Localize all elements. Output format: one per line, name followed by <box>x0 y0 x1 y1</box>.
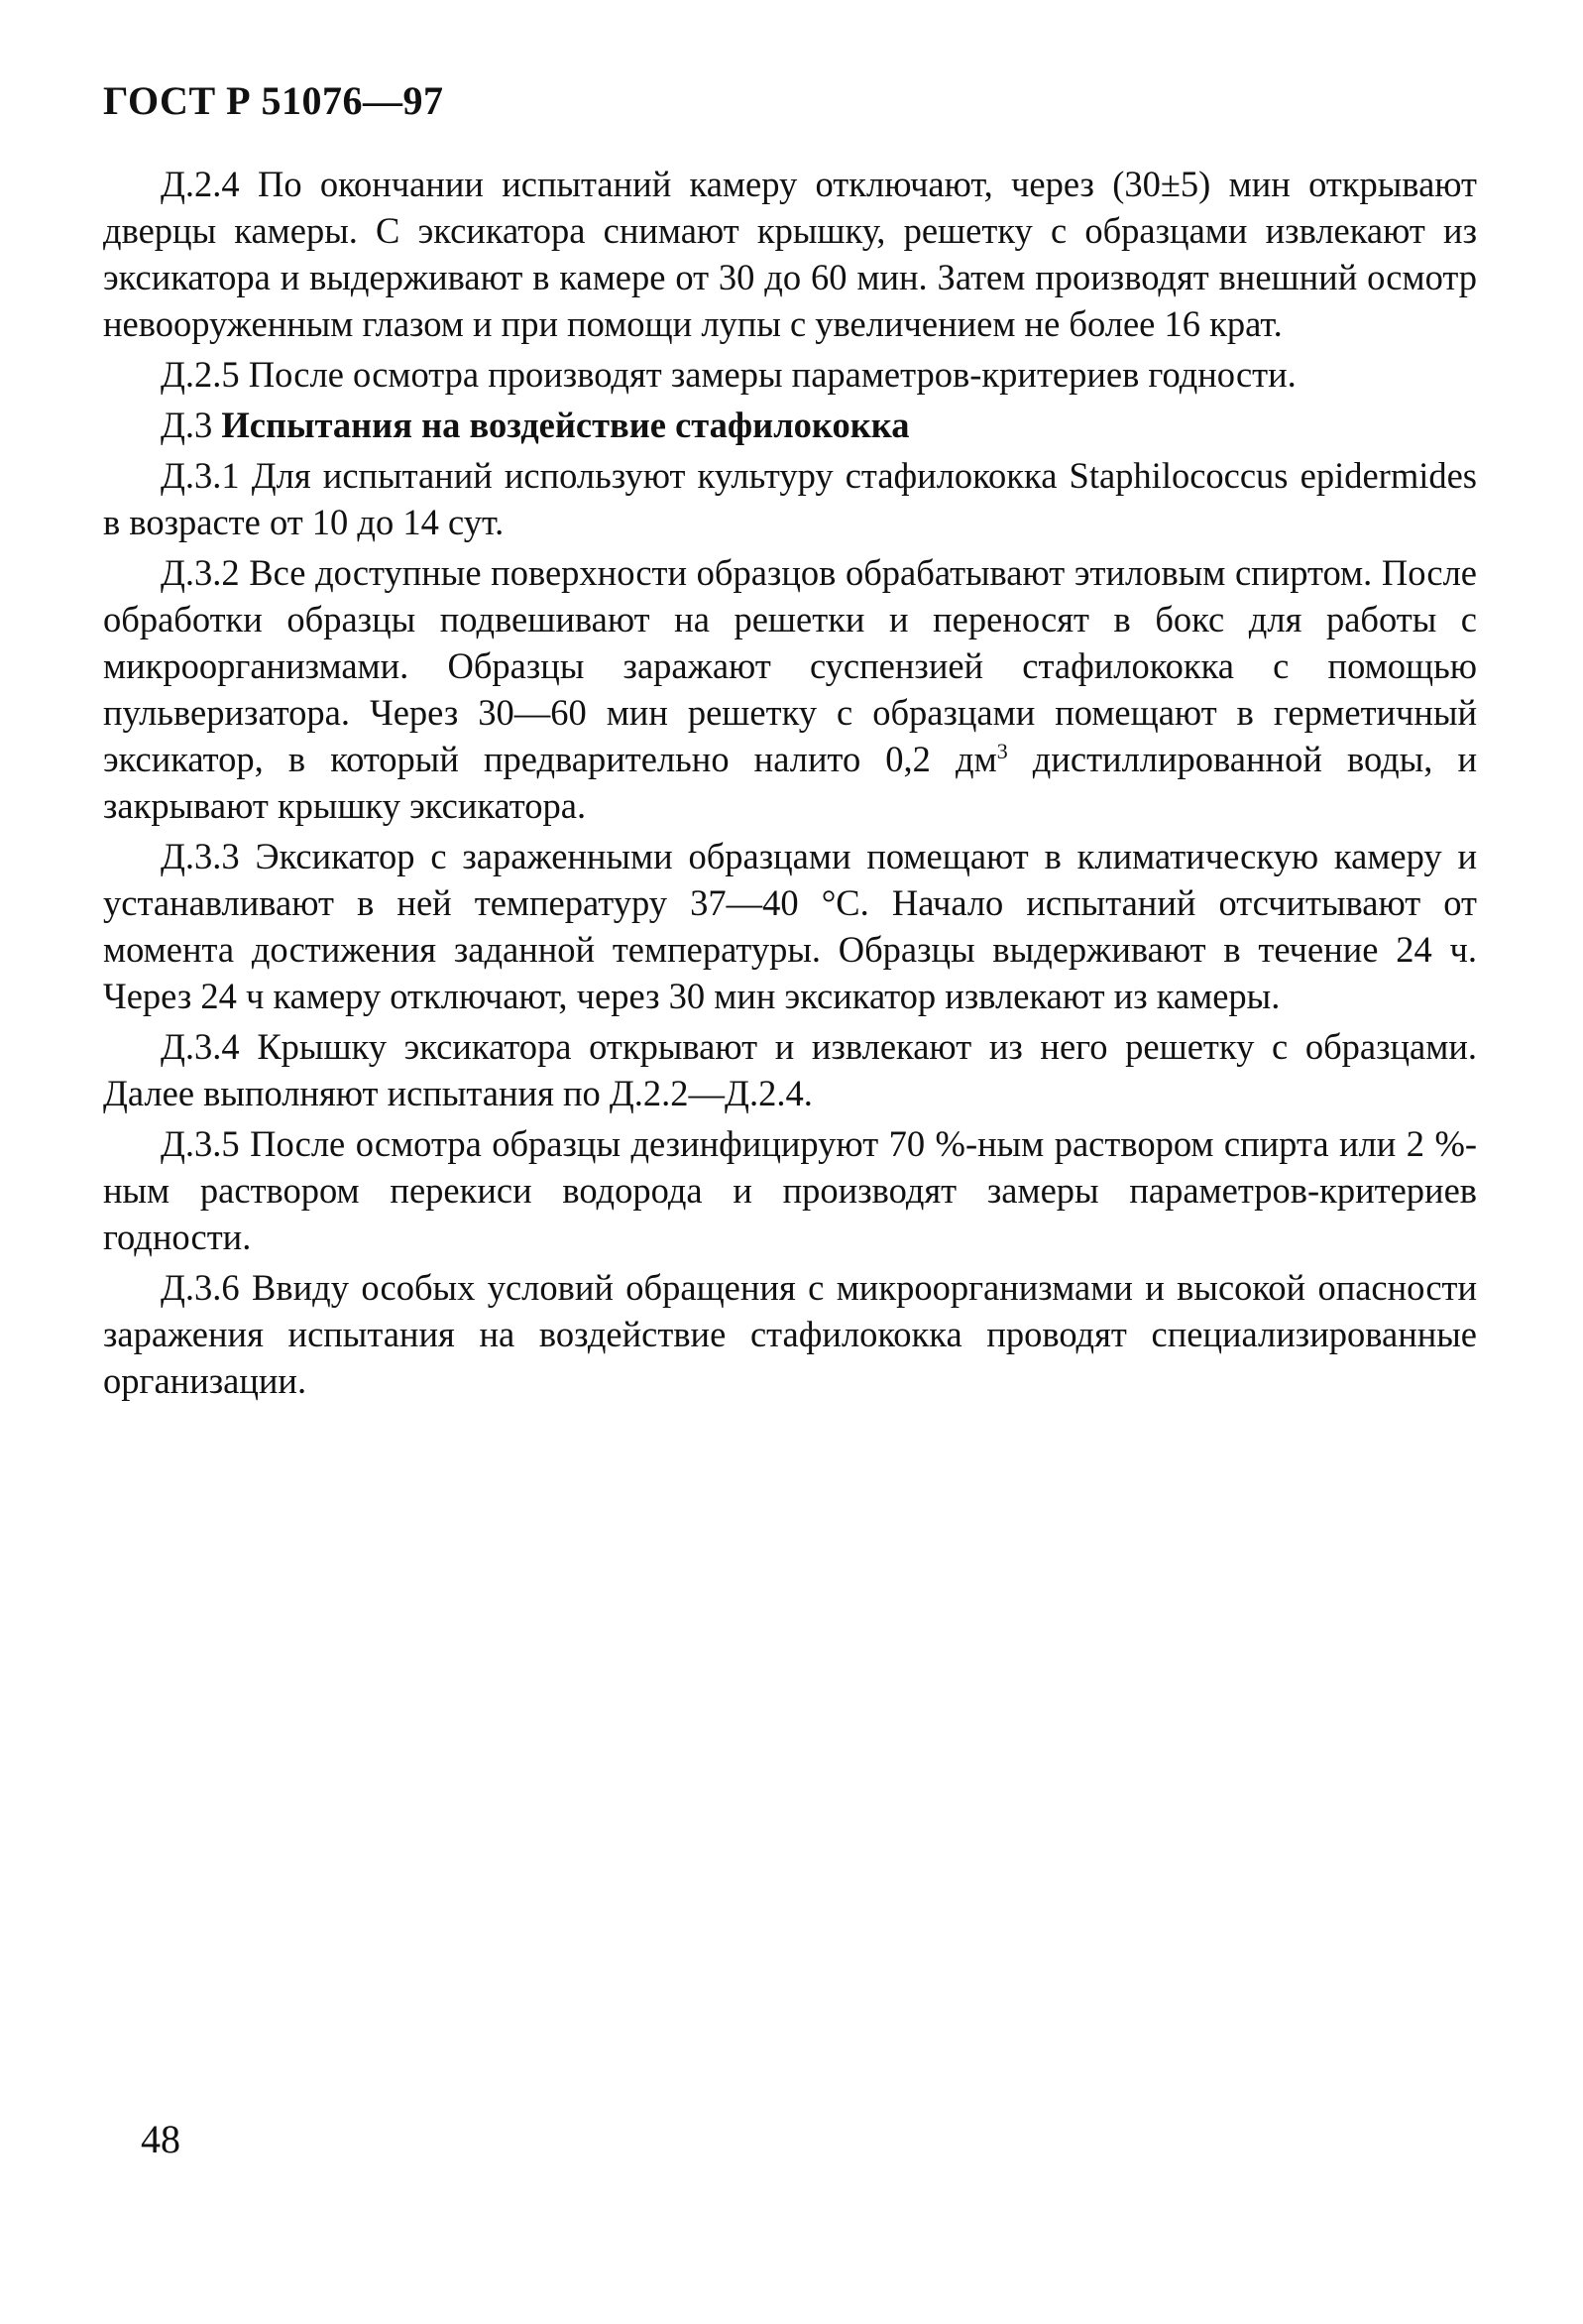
clause-text: Эксикатор с зараженными образцами помещают в климатическую камеру и устанавливают в ней температуру 37—40 °С. Начало испытаний отсчитывают от момента достижения заданной температуры. Образцы выдерживают в течение 24 ч. Через 24 ч камеру отключают, через 30 мин эксикатор извлекают из камеры. <box>103 836 1477 1016</box>
paragraph-d-3-4 <box>103 1023 1477 1116</box>
paragraph-d-3-3 <box>103 833 1477 1019</box>
clause-text: Крышку эксикатора открывают и извлекают из него решетку с образцами. Далее выполняют испытания по Д.2.2—Д.2.4. <box>103 1026 1478 1113</box>
document-header <box>103 77 444 124</box>
clause-text: Для испытаний используют культуру стафилококка Staphilococcus epidermides в возрасте от 10 до 14 сут. <box>103 455 1478 542</box>
paragraph-d-2-5 <box>103 351 1477 398</box>
clause-text: После осмотра образцы дезинфицируют 70 %-ным раствором спирта или 2 %-ным раствором перекиси водорода и производят замеры параметров-критериев годности. <box>103 1123 1478 1257</box>
clause-number: Д.3.1 <box>161 455 240 496</box>
clause-number: Д.3.4 <box>161 1026 240 1067</box>
standard-designation: ГОСТ Р 51076—97 <box>103 78 444 123</box>
clause-text-continued: дистиллированной воды, и закрывают крышку эксикатора. <box>103 739 1477 826</box>
paragraph-d-3-2 <box>103 549 1477 829</box>
paragraph-d-3-5 <box>103 1120 1477 1260</box>
clause-number: Д.3.5 <box>161 1123 240 1164</box>
clause-text: Все доступные поверхности образцов обрабатывают этиловым спиртом. После обработки образцы подвешивают на решетки и переносят в бокс для работы с микроорганизмами. Образцы заражают суспензией стафилококка с помощью пульверизатора. Через 30—60 мин решетку с образцами помещают в герметичный эксикатор, в который предварительно налито 0,2 дм <box>103 552 1477 779</box>
clause-text: Ввиду особых условий обращения с микроорганизмами и высокой опасности заражения испытания на воздействие стафилококка проводят специализированные организации. <box>103 1267 1477 1401</box>
clause-number: Д.3.2 <box>161 552 240 593</box>
clause-text: По окончании испытаний камеру отключают, через (30±5) мин открывают дверцы камеры. С эксикатора снимают крышку, решетку с образцами извлекают из эксикатора и выдерживают в камере от 30 до 60 мин. Затем производят внешний осмотр невооруженным глазом и при помощи лупы с увеличением не более 16 крат. <box>103 164 1478 344</box>
clause-number: Д.3.3 <box>161 836 240 876</box>
clause-number: Д.2.4 <box>161 164 240 204</box>
section-number: Д.3 <box>161 405 213 445</box>
section-heading-d-3 <box>103 402 1477 448</box>
clause-number: Д.3.6 <box>161 1267 240 1308</box>
section-title: Испытания на воздействие стафилококка <box>221 405 910 445</box>
paragraph-d-2-4 <box>103 161 1477 347</box>
paragraph-d-3-6 <box>103 1264 1477 1404</box>
paragraph-d-3-1 <box>103 452 1477 545</box>
page-number: 48 <box>141 2117 180 2161</box>
superscript: 3 <box>996 738 1008 763</box>
document-body <box>103 161 1477 1408</box>
clause-text: После осмотра производят замеры параметров-критериев годности. <box>248 354 1297 395</box>
clause-number: Д.2.5 <box>161 354 240 395</box>
